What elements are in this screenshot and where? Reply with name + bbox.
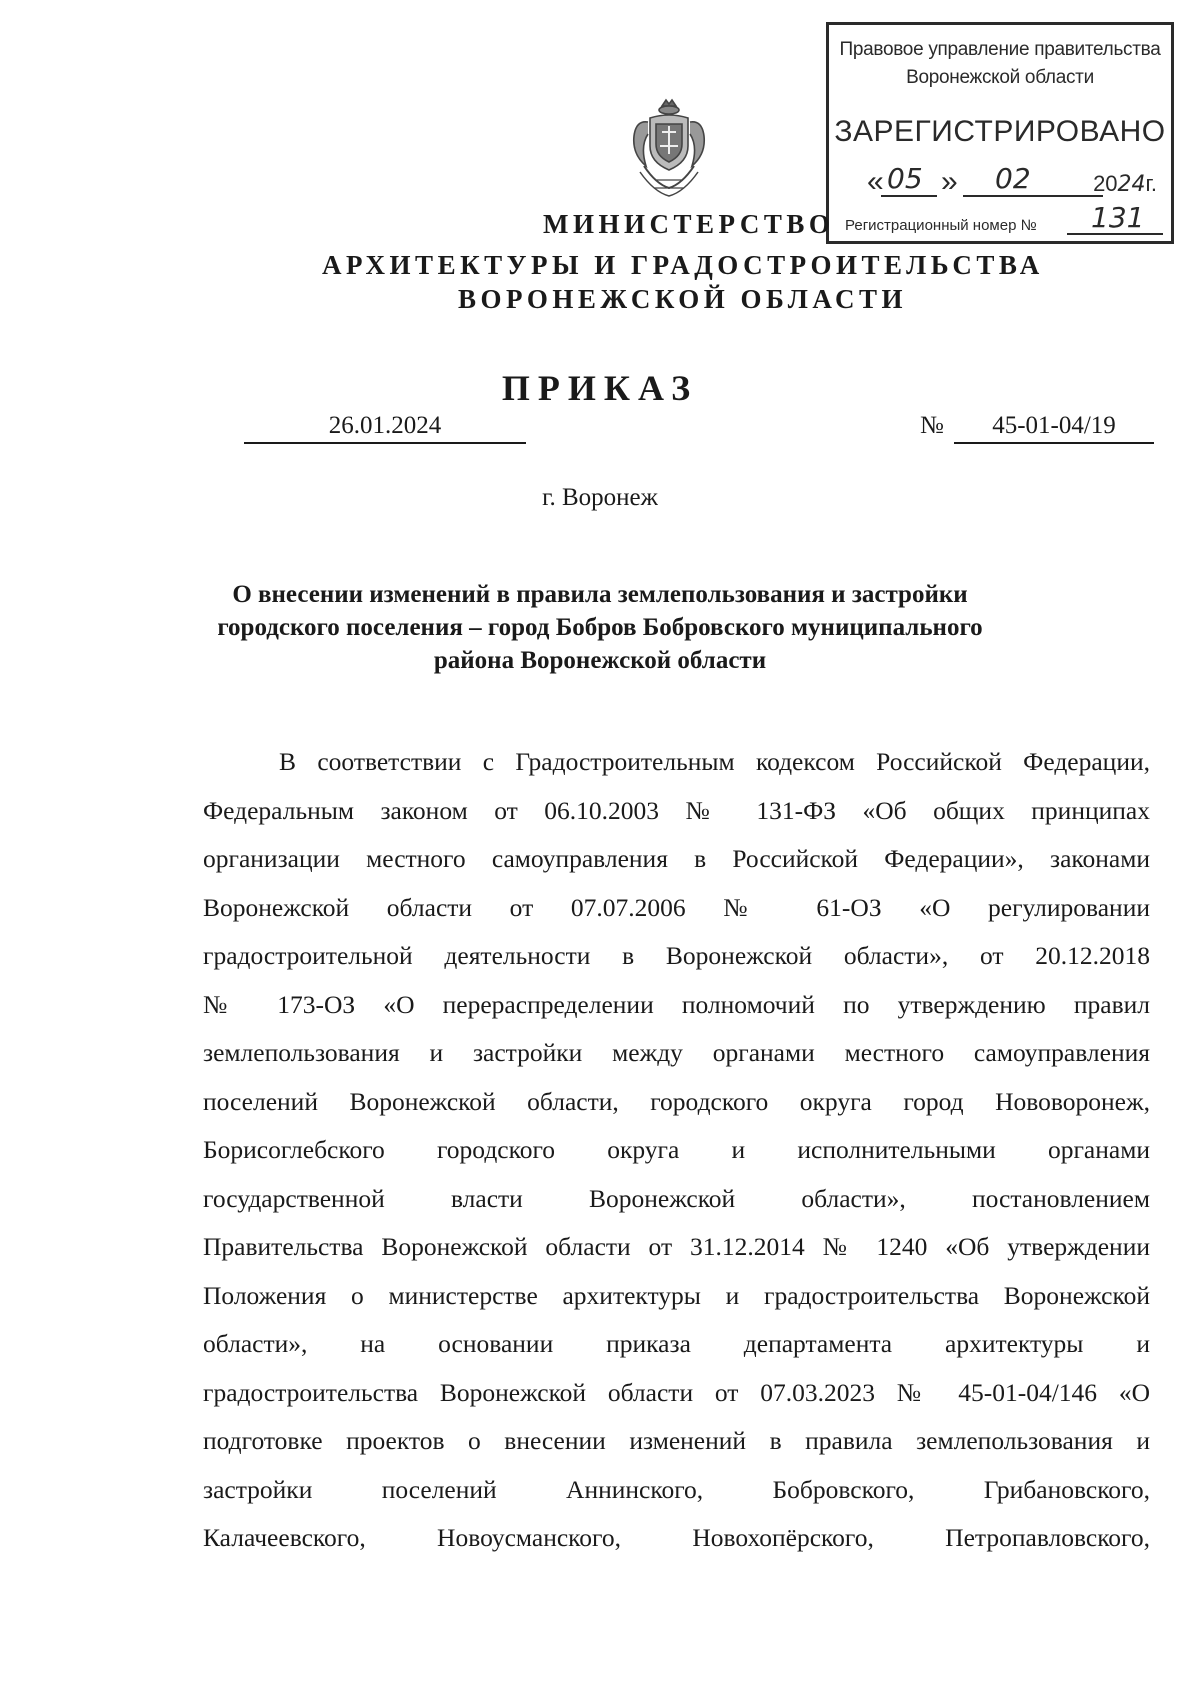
stamp-year: 2024г.	[1093, 171, 1157, 197]
order-subject	[180, 578, 1020, 677]
body-line: Воронежской области от 07.07.2006 № 61-ОЗ «О регулировании	[203, 892, 1150, 922]
order-number-sign: №	[920, 412, 944, 439]
body-line: подготовке проектов о внесении изменений в правила землепользования и	[203, 1426, 1150, 1455]
registration-stamp	[826, 22, 1174, 244]
stamp-date-quote-open: «	[867, 165, 884, 198]
order-number: 45-01-04/19	[954, 412, 1154, 444]
order-body	[203, 738, 1150, 1563]
stamp-month-line	[963, 195, 1103, 197]
stamp-date	[867, 161, 1157, 201]
stamp-reg-label: Регистрационный номер №	[845, 217, 1037, 234]
body-line: В соответствии с Градостроительным кодексом Российской Федерации,	[279, 747, 1150, 776]
stamp-day: 05	[887, 162, 923, 195]
stamp-reg-number: 131	[1091, 201, 1145, 234]
body-line: Положения о министерстве архитектуры и градостроительства Воронежской	[203, 1280, 1150, 1310]
stamp-month: 02	[995, 162, 1031, 195]
body-line: землепользования и застройки между органами местного самоуправления	[203, 1038, 1150, 1067]
body-line: застройки поселений Аннинского, Бобровского, Грибановского,	[203, 1474, 1150, 1504]
body-line: государственной власти Воронежской области», постановлением	[203, 1183, 1150, 1213]
body-line: поселений Воронежской области, городского округа город Нововоронеж,	[203, 1086, 1150, 1116]
body-line: Калачеевского, Новоусманского, Новохопёрского, Петропавловского,	[203, 1523, 1150, 1552]
body-line: Правительства Воронежской области от 31.12.2014 № 1240 «Об утверждении	[203, 1232, 1150, 1261]
subject-line: городского поселения – город Бобров Бобровского муниципального	[217, 614, 983, 641]
body-line: области», на основании приказа департамента архитектуры и	[203, 1329, 1150, 1358]
subject-line: района Воронежской области	[433, 647, 767, 674]
body-line: градостроительства Воронежской области от 07.03.2023 № 45-01-04/146 «О	[203, 1377, 1150, 1407]
stamp-authority-line2: Воронежской области	[906, 67, 1094, 88]
coat-of-arms-icon	[626, 96, 712, 200]
stamp-date-quote-close: »	[941, 165, 958, 198]
order-date: 26.01.2024	[244, 412, 526, 444]
stamp-day-line	[881, 195, 937, 197]
body-line: градостроительной деятельности в Воронежской области», от 20.12.2018	[203, 941, 1150, 970]
body-line: Федеральным законом от 06.10.2003 № 131-ФЗ «Об общих принципах	[203, 795, 1150, 825]
body-line: Борисоглебского городского округа и исполнительными органами	[203, 1135, 1150, 1164]
order-city: г. Воронеж	[542, 484, 658, 511]
ministry-title-line1: МИНИСТЕРСТВО	[543, 209, 835, 239]
order-title: ПРИКАЗ	[501, 368, 699, 408]
subject-line: О внесении изменений в правила землепользования и застройки	[232, 581, 968, 608]
ministry-title-line3: ВОРОНЕЖСКОЙ ОБЛАСТИ	[458, 284, 907, 314]
body-line: организации местного самоуправления в Российской Федерации», законами	[203, 844, 1150, 873]
ministry-title-line2: АРХИТЕКТУРЫ И ГРАДОСТРОИТЕЛЬСТВА	[322, 250, 1044, 280]
stamp-authority-line1: Правовое управление правительства	[839, 39, 1161, 60]
stamp-registered-label: ЗАРЕГИСТРИРОВАНО	[834, 115, 1166, 148]
body-line: № 173-ОЗ «О перераспределении полномочий по утверждению правил	[203, 989, 1150, 1019]
